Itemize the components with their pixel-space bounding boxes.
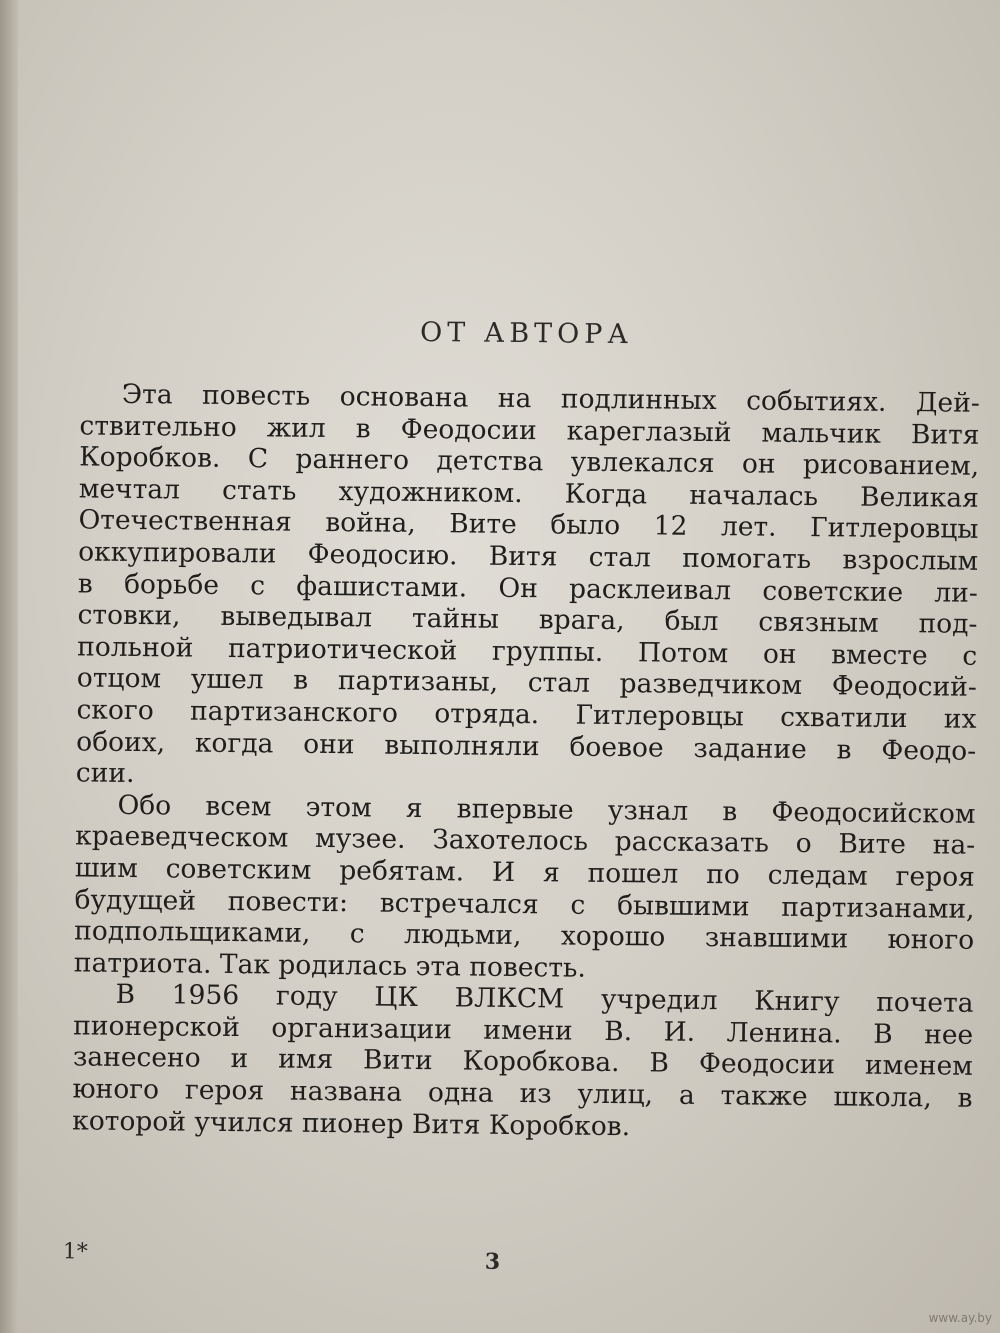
text-line: в борьбе с фашистами. Он расклеивал советские ли-: [77, 567, 978, 609]
page-number: 3: [484, 1248, 501, 1275]
body-text: [72, 378, 980, 1146]
text-line: Эта повесть основана на подлинных событиях. Дей-: [121, 378, 980, 419]
text-line: ствительно жил в Феодосии кареглазый мальчик Витя: [79, 410, 980, 451]
text-line: Коробков. С раннего детства увлекался он рисованием,: [79, 441, 980, 483]
text-line: обоих, когда они выполняли боевое задание в Феодо-: [76, 725, 977, 767]
text-line: патриота. Так родилась эта повесть.: [73, 947, 587, 984]
text-line: подпольщиками, с людьми, хорошо знавшими юного: [74, 915, 975, 956]
text-line: Обо всем этом я впервые узнал в Феодосийском: [117, 789, 976, 830]
text-line: пионерской организации имени В. И. Ленина. В нее: [73, 1010, 974, 1051]
text-line: ского партизанского отряда. Гитлеровцы схватили их: [76, 694, 977, 735]
watermark: www.ay.by: [928, 1311, 992, 1325]
page-edge: [0, 0, 18, 1333]
signature-mark: 1*: [62, 1239, 88, 1265]
paragraph: [76, 378, 980, 798]
text-line: занесено и имя Вити Коробкова. В Феодосии именем: [72, 1041, 974, 1083]
text-line: сии.: [75, 757, 135, 790]
text-line: оккупировали Феодосию. Витя стал помогать взрослым: [78, 536, 979, 577]
text-line: шим советским ребятам. И я пошел по следам героя: [74, 852, 976, 893]
text-line: стовки, выведывал тайны врага, был связным под-: [77, 599, 978, 640]
paragraph: [74, 789, 976, 988]
text-line: краеведческом музее. Захотелось рассказать о Вите на-: [75, 820, 976, 862]
text-line: будущей повести: встречался с бывшими партизанами,: [74, 883, 975, 925]
text-line: юного героя названа одна из улиц, а также школа, в: [72, 1073, 973, 1114]
text-line: В 1956 году ЦК ВЛКСМ учредил Книгу почета: [115, 979, 974, 1020]
text-line: отцом ушел в партизаны, стал разведчиком Феодосий-: [76, 662, 977, 704]
text-line: Отечественная война, Вите было 12 лет. Гитлеровцы: [78, 504, 979, 546]
text-line: польной патриотической группы. Потом он вместе с: [77, 631, 978, 672]
text-line: мечтал стать художником. Когда началась Великая: [78, 473, 979, 514]
paragraph: [72, 979, 974, 1146]
section-heading: ОТ АВТОРА: [419, 316, 634, 351]
text-line: которой учился пионер Витя Коробков.: [72, 1105, 631, 1142]
book-page: [26, 0, 1000, 1333]
